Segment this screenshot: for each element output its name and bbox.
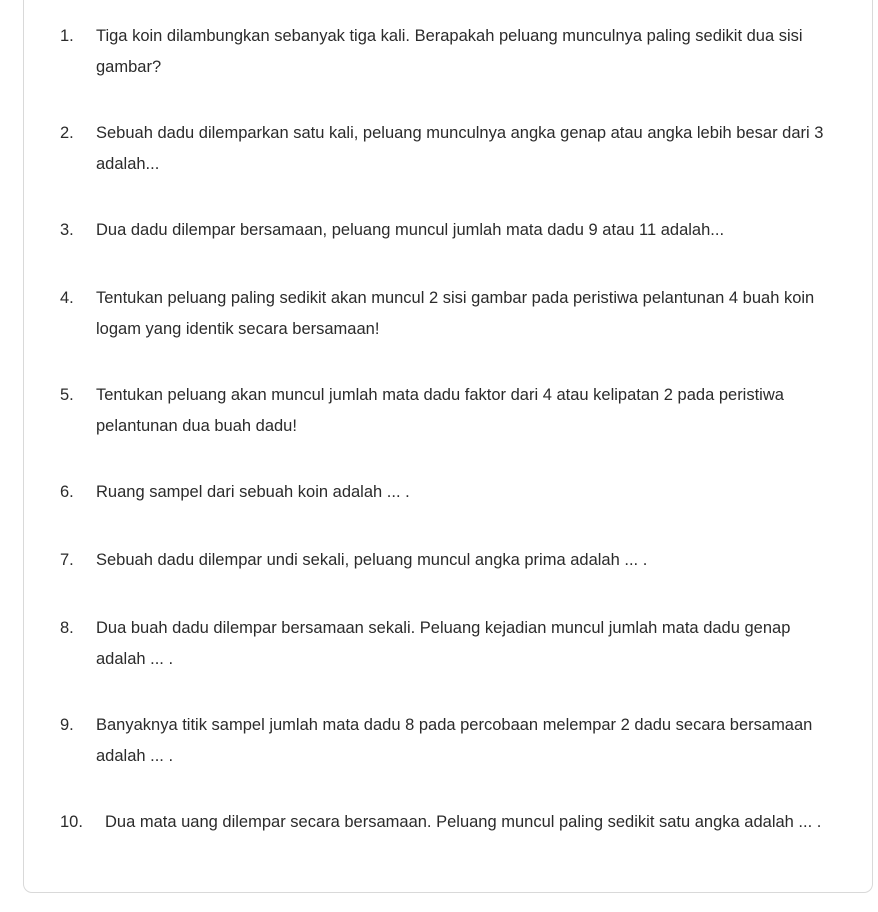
question-text: Dua buah dadu dilempar bersamaan sekali. Peluang kejadian muncul jumlah mata dadu genap adalah ... . <box>96 619 791 668</box>
question-text: Sebuah dadu dilemparkan satu kali, peluang munculnya angka genap atau angka lebih besar dari 3 adalah... <box>96 124 824 173</box>
question-number: 5. <box>60 386 74 404</box>
question-item <box>60 545 850 576</box>
question-text: Tentukan peluang paling sedikit akan muncul 2 sisi gambar pada peristiwa pelantunan 4 buah koin logam yang identik secara bersamaan! <box>96 289 815 338</box>
question-number: 7. <box>60 551 74 569</box>
question-item <box>60 807 850 838</box>
question-text: Dua dadu dilempar bersamaan, peluang muncul jumlah mata dadu 9 atau 11 adalah... <box>96 221 725 239</box>
question-item <box>60 613 850 675</box>
question-number: 3. <box>60 221 74 239</box>
question-item <box>60 118 850 180</box>
question-text: Dua mata uang dilempar secara bersamaan. Peluang muncul paling sedikit satu angka adalah ... . <box>105 813 822 831</box>
question-item <box>60 710 850 772</box>
question-item <box>60 477 850 508</box>
question-text: Tiga koin dilambungkan sebanyak tiga kali. Berapakah peluang munculnya paling sedikit dua sisi gambar? <box>96 27 803 76</box>
question-item <box>60 283 850 345</box>
question-number: 6. <box>60 483 74 501</box>
question-item <box>60 380 850 442</box>
question-number: 9. <box>60 716 74 734</box>
question-text: Banyaknya titik sampel jumlah mata dadu 8 pada percobaan melempar 2 dadu secara bersamaan adalah ... . <box>96 716 813 765</box>
question-item <box>60 215 850 246</box>
question-number: 4. <box>60 289 74 307</box>
question-number: 1. <box>60 27 74 45</box>
question-text: Sebuah dadu dilempar undi sekali, peluang muncul angka prima adalah ... . <box>96 551 648 569</box>
question-number: 8. <box>60 619 74 637</box>
question-text: Tentukan peluang akan muncul jumlah mata dadu faktor dari 4 atau kelipatan 2 pada peristiwa pelantunan dua buah dadu! <box>96 386 784 435</box>
question-item <box>60 21 850 83</box>
question-number: 2. <box>60 124 74 142</box>
question-number: 10. <box>60 813 83 831</box>
question-text: Ruang sampel dari sebuah koin adalah ... . <box>96 483 410 501</box>
